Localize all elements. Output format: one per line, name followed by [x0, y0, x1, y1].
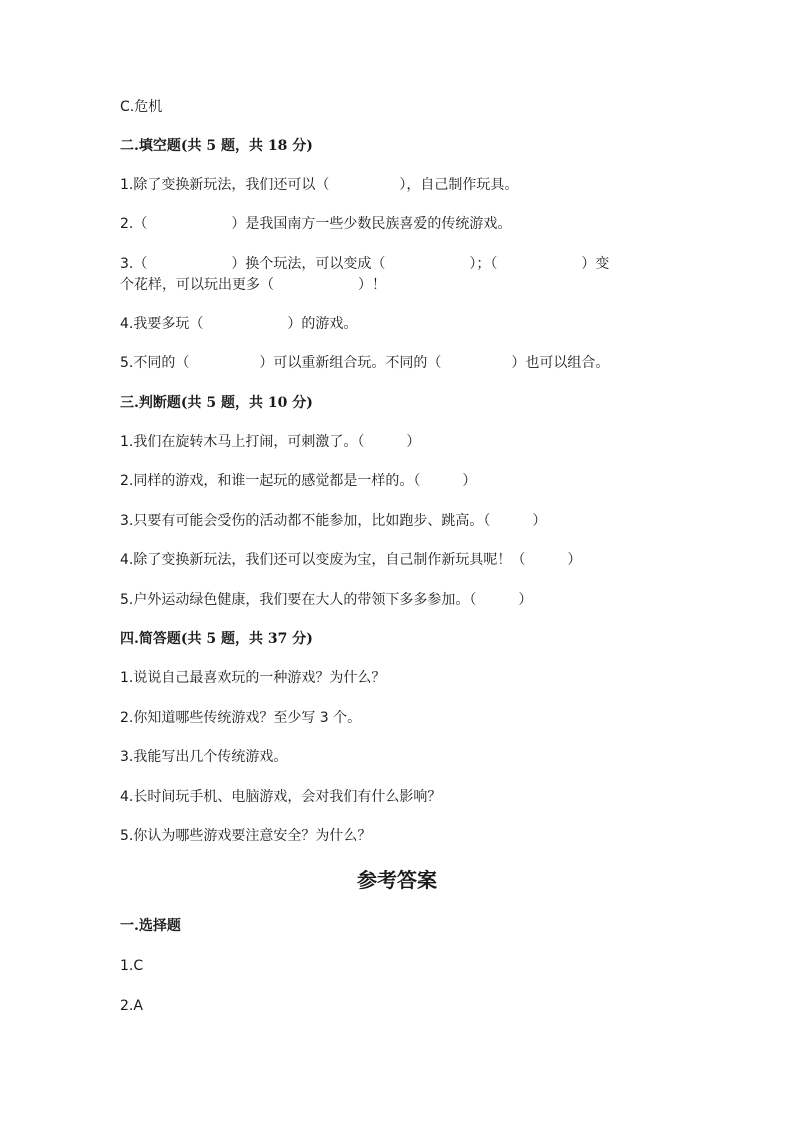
short-answer-q5: 5.你认为哪些游戏要注意安全？为什么？: [120, 828, 372, 844]
short-answer-q1: 1.说说自己最喜欢玩的一种游戏？为什么？: [120, 670, 386, 686]
judge-q5: 5.户外运动绿色健康，我们要在大人的带领下多多参加。（ ）: [120, 592, 533, 608]
fill-blank-q3-line1: 3.（ ）换个玩法，可以变成（ ）；（ ）变: [120, 256, 610, 272]
judge-heading: 三.判断题(共 5 题，共 10 分): [120, 395, 313, 411]
fill-blank-q5: 5.不同的（ ）可以重新组合玩。不同的（ ）也可以组合。: [120, 355, 610, 371]
answer-2: 2.A: [120, 998, 143, 1014]
fill-blank-heading: 二.填空题(共 5 题，共 18 分): [120, 138, 313, 154]
fill-blank-q3-line2: 个花样，可以玩出更多（ ）！: [120, 277, 386, 293]
judge-q2: 2.同样的游戏，和谁一起玩的感觉都是一样的。（ ）: [120, 473, 477, 489]
short-answer-q2: 2.你知道哪些传统游戏？至少写 3 个。: [120, 710, 362, 726]
judge-q4: 4.除了变换新玩法，我们还可以变废为宝，自己制作新玩具呢！（ ）: [120, 552, 582, 568]
judge-q3: 3.只要有可能会受伤的活动都不能参加，比如跑步、跳高。（ ）: [120, 513, 547, 529]
answer-1: 1.C: [120, 958, 144, 974]
fill-blank-q4: 4.我要多玩（ ）的游戏。: [120, 316, 358, 332]
fill-blank-q1: 1.除了变换新玩法，我们还可以（ ），自己制作玩具。: [120, 177, 519, 193]
answer-section1-heading: 一.选择题: [120, 918, 181, 934]
answer-key-title: 参考答案: [357, 868, 437, 892]
option-c: C.危机: [120, 99, 163, 115]
short-answer-q4: 4.长时间玩手机、电脑游戏，会对我们有什么影响？: [120, 789, 442, 805]
judge-q1: 1.我们在旋转木马上打闹，可刺激了。（ ）: [120, 434, 421, 450]
short-answer-heading: 四.简答题(共 5 题，共 37 分): [120, 631, 313, 647]
fill-blank-q2: 2.（ ）是我国南方一些少数民族喜爱的传统游戏。: [120, 216, 512, 232]
short-answer-q3: 3.我能写出几个传统游戏。: [120, 749, 288, 765]
